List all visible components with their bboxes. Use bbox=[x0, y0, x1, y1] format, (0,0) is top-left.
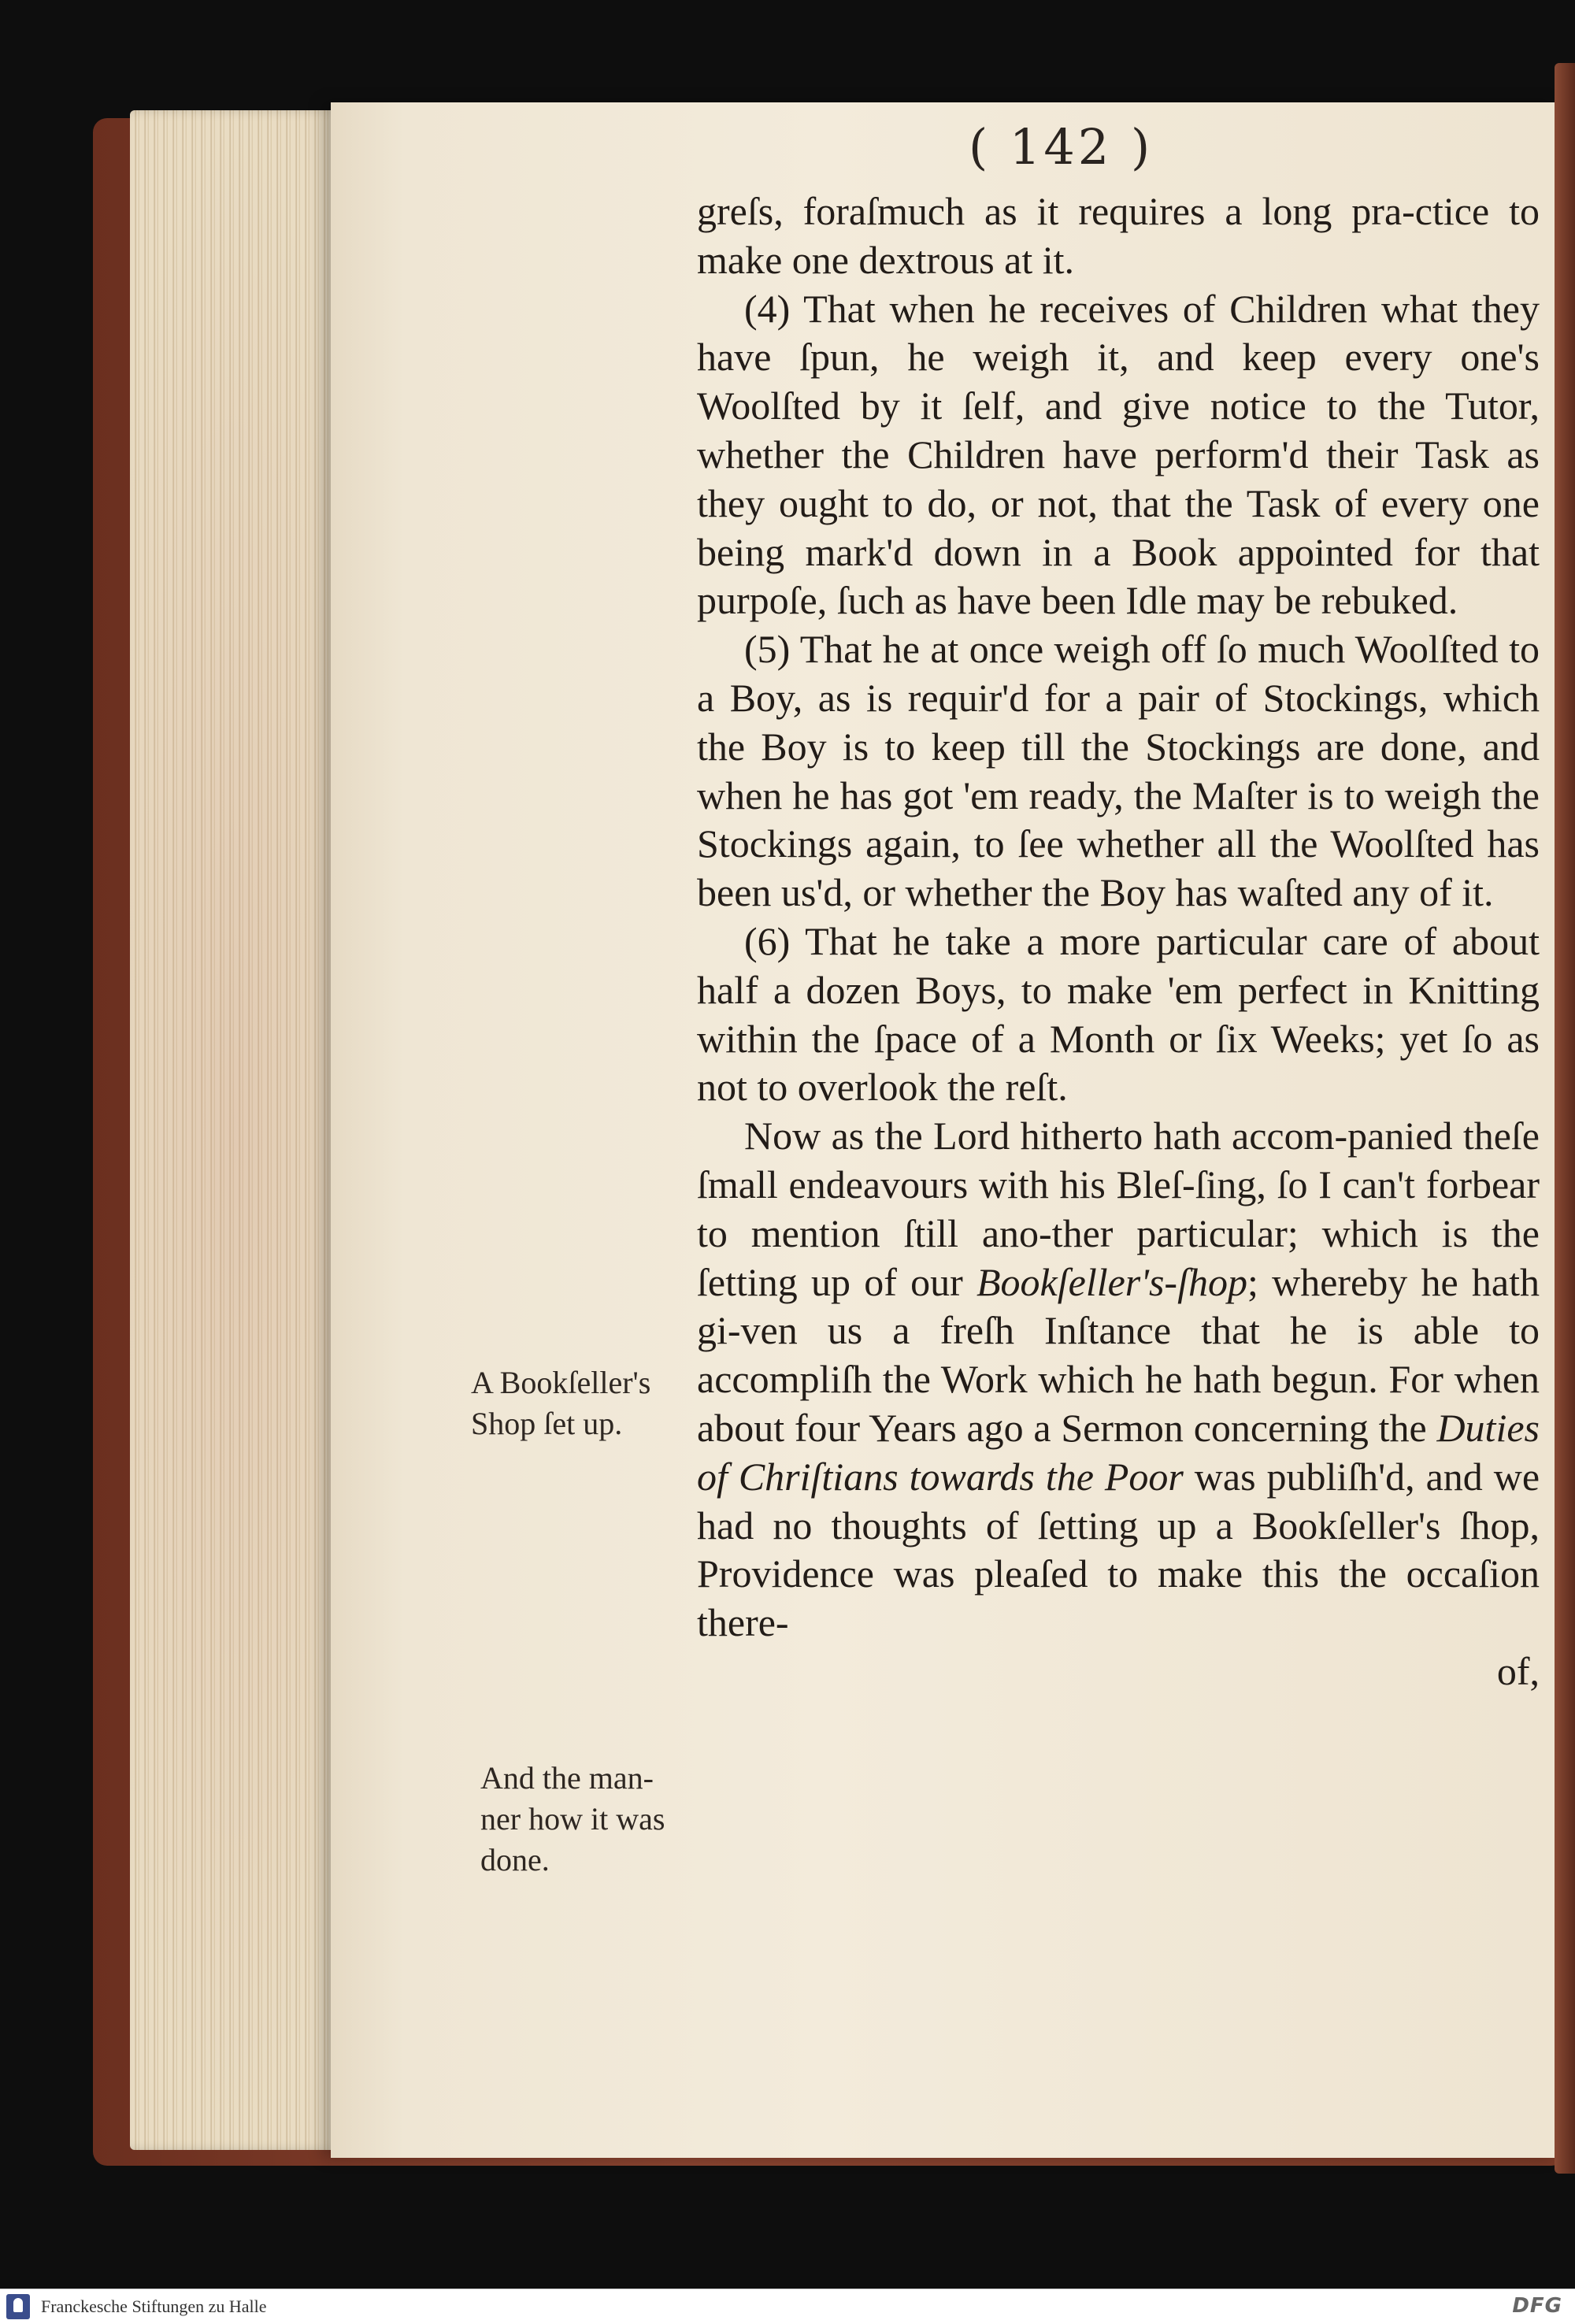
final-text-part-3: was publiſh'd, and we had no thoughts of ſetting up a Bookſeller's ſhop, Providence was pleaſed to make this the occaſion there- bbox=[697, 1454, 1540, 1645]
italic-sermon-title: Duties of Chriſtians towards the Poor bbox=[697, 1405, 1540, 1499]
paragraph-6: (6) That he take a more particular care of about half a dozen Boys, to make 'em perfect in Knitting within the ſpace of a Month or ſix Weeks; yet ſo as not to overlook the reſt. bbox=[697, 918, 1540, 1110]
catchword: of, bbox=[1496, 1648, 1540, 1693]
footer-institution-name: Franckesche Stiftungen zu Halle bbox=[41, 2296, 267, 2316]
binding-edge bbox=[1555, 63, 1575, 2174]
institution-logo-icon bbox=[6, 2294, 30, 2319]
paragraph-5: (5) That he at once weigh off ſo much Woolſted to a Boy, as is requir'd for a pair of Stockings, which the Boy is to keep till the Stockings are done, and when he has got 'em ready, the Maſter is to weigh the Stockings again, to ſee whether all the Woolſted has been us'd, or whether the Boy has waſted any of it. bbox=[697, 627, 1540, 915]
paragraph-continuation: greſs, foraſmuch as it requires a long pra-ctice to make one dextrous at it. bbox=[697, 189, 1540, 282]
page-number: ( 142 ) bbox=[969, 118, 1154, 176]
dfg-logo: DFG bbox=[1512, 2294, 1562, 2318]
paragraph-booksellers-shop bbox=[697, 1112, 1540, 1648]
marginal-note-manner: And the man-ner how it was done. bbox=[480, 1760, 665, 1877]
main-text-block bbox=[697, 187, 1540, 1696]
final-text-part-2: ; whereby he hath gi-ven us a freſh Inſtance that he is able to accompliſh the Work which he hath begun. For when about four Years ago a Sermon concerning the bbox=[697, 1259, 1540, 1450]
paragraph-4: (4) That when he receives of Children what they have ſpun, he weigh it, and keep every one's Woolſted by it ſelf, and give notice to the Tutor, whether the Children have perform'd their Task as they ought to do, or not, that the Task of every one being mark'd down in a Book appointed for that purpoſe, ſuch as have been Idle may be rebuked. bbox=[697, 286, 1540, 623]
marginal-note-booksellers-shop: A Bookſeller's Shop ſet up. bbox=[471, 1365, 651, 1441]
viewer-footer bbox=[0, 2289, 1575, 2324]
italic-booksellers-shop: Bookſeller's-ſhop bbox=[976, 1259, 1247, 1304]
final-text-part-1: Now as the Lord hitherto hath accom-panied theſe ſmall endeavours with his Bleſ-ſing, ſo I can't forbear to mention ſtill ano-ther particular; which is the ſetting up of our bbox=[697, 1114, 1540, 1304]
